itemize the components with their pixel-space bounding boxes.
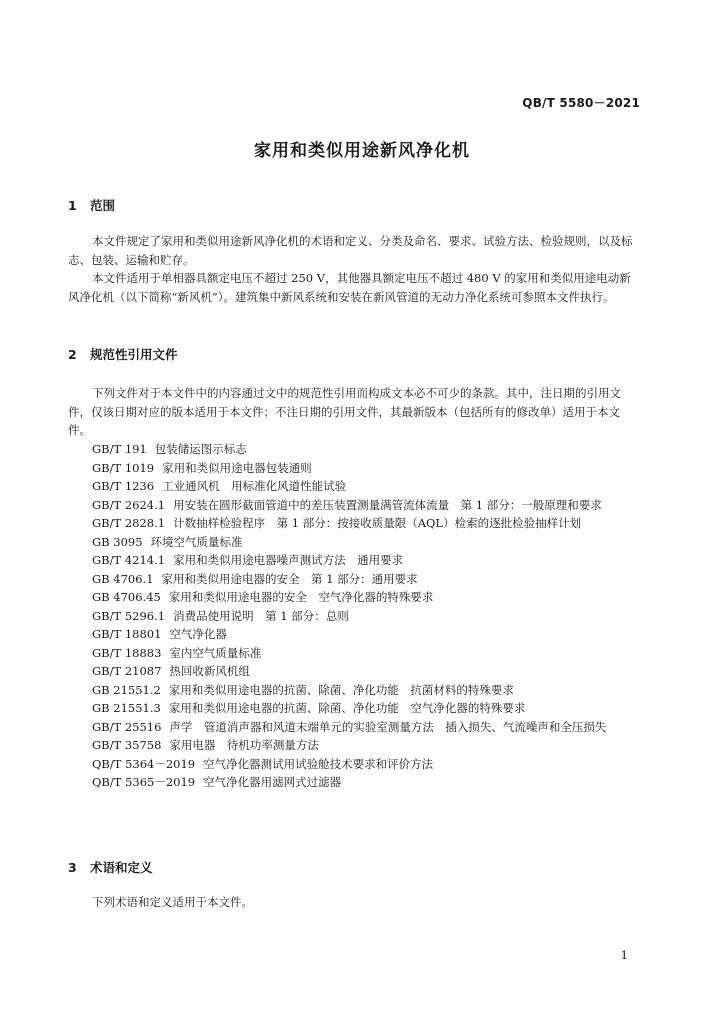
section-3-title: 术语和定义: [90, 860, 153, 875]
reference-item: [68, 588, 634, 607]
section-2-paragraph-1: 下列文件对于本文件中的内容通过文中的规范性引用而构成文本必不可少的条款。其中，注日期的引用文件，仅该日期对应的版本适用于本文件；不注日期的引用文件，其最新版本（包括所有的修改单）适用于本文件。: [68, 386, 621, 437]
reference-item: [68, 699, 634, 718]
section-2-title: 规范性引用文件: [90, 347, 178, 362]
reference-title: 空气净化器: [169, 627, 227, 641]
reference-item: [68, 681, 634, 700]
reference-title: 家用和类似用途电器的安全 第 1 部分：通用要求: [161, 571, 418, 586]
reference-item: [68, 533, 634, 552]
reference-title: 工业通风机 用标准化风道性能试验: [162, 479, 347, 493]
reference-code: GB 4706.45: [92, 590, 161, 604]
reference-item: [68, 496, 634, 515]
reference-item: [68, 644, 634, 663]
section-1-number: 1: [68, 198, 77, 213]
reference-title: 家用和类似用途电器噪声测试方法 通用要求: [173, 553, 404, 567]
standard-code: QB/T 5580－2021: [522, 96, 640, 110]
page-number: 1: [620, 948, 628, 962]
reference-item: [68, 755, 634, 774]
reference-item: [68, 440, 634, 459]
reference-code: GB 4706.1: [92, 571, 154, 586]
reference-title: 家用电器 待机功率测量方法: [169, 738, 319, 752]
reference-title: 家用和类似用途电器包装通则: [162, 460, 312, 475]
reference-item: [68, 459, 634, 478]
reference-item: [68, 718, 634, 737]
reference-item: [68, 773, 634, 792]
reference-title: 家用和类似用途电器的抗菌、除菌、净化功能 抗菌材料的特殊要求: [168, 682, 514, 697]
reference-code: GB/T 18801: [92, 627, 162, 641]
reference-code: GB/T 18883: [92, 645, 162, 660]
section-2-number: 2: [68, 347, 77, 362]
reference-item: [68, 551, 634, 570]
reference-code: GB 3095: [92, 534, 143, 549]
reference-list: [68, 440, 634, 792]
reference-code: GB/T 191: [92, 442, 147, 456]
reference-code: GB 21551.3: [92, 701, 161, 715]
reference-code: QB/T 5365－2019: [92, 775, 196, 789]
reference-code: GB/T 1019: [92, 460, 155, 475]
section-1-heading: [68, 196, 115, 214]
reference-title: 热回收新风机组: [169, 664, 250, 678]
reference-code: GB/T 1236: [92, 479, 155, 493]
reference-title: 空气净化器用滤网式过滤器: [203, 775, 342, 789]
document-title: 家用和类似用途新风净化机: [254, 141, 470, 161]
reference-title: 计数抽样检验程序 第 1 部分：按接收质量限（AQL）检索的逐批检验抽样计划: [173, 516, 582, 530]
reference-code: GB/T 35758: [92, 738, 162, 752]
reference-title: 包装储运图示标志: [154, 442, 247, 456]
section-1-title: 范围: [90, 198, 116, 213]
section-3-heading: [68, 858, 153, 876]
reference-title: 室内空气质量标准: [169, 645, 262, 660]
reference-item: [68, 570, 634, 589]
reference-title: 消费品使用说明 第 1 部分：总则: [173, 608, 349, 623]
reference-title: 声学 管道消声器和风道末端单元的实验室测量方法 插入损失、气流噪声和全压损失: [169, 719, 607, 734]
reference-title: 环境空气质量标准: [150, 534, 243, 549]
reference-item: [68, 477, 634, 496]
reference-code: GB/T 5296.1: [92, 608, 166, 623]
reference-code: GB/T 4214.1: [92, 553, 166, 567]
reference-item: [68, 625, 634, 644]
reference-item: [68, 607, 634, 626]
section-1-paragraph-2: 本文件适用于单相器具额定电压不超过 250 V，其他器具额定电压不超过 480 V 的家用和类似用途电动新风净化机（以下简称“新风机”）。建筑集中新风系统和安装在新风管道的无动力净化系统可参照本文件执行。: [68, 271, 631, 304]
reference-code: GB/T 2624.1: [92, 497, 166, 512]
reference-code: GB 21551.2: [92, 682, 161, 697]
reference-code: GB/T 25516: [92, 719, 162, 734]
reference-code: GB/T 21087: [92, 664, 162, 678]
section-3-number: 3: [68, 860, 77, 875]
reference-item: [68, 662, 634, 681]
reference-title: 用安装在圆形截面管道中的差压装置测量满管流体流量 第 1 部分：一般原理和要求: [173, 497, 602, 512]
reference-item: [68, 514, 634, 533]
reference-title: 空气净化器测试用试验舱技术要求和评价方法: [203, 756, 434, 771]
reference-item: [68, 736, 634, 755]
section-3-paragraph-1: 下列术语和定义适用于本文件。: [92, 895, 253, 909]
reference-code: QB/T 5364－2019: [92, 756, 196, 771]
reference-title: 家用和类似用途电器的安全 空气净化器的特殊要求: [168, 590, 434, 604]
section-2-heading: [68, 345, 178, 363]
reference-code: GB/T 2828.1: [92, 516, 166, 530]
reference-title: 家用和类似用途电器的抗菌、除菌、净化功能 空气净化器的特殊要求: [168, 701, 526, 715]
section-1-paragraph-1: 本文件规定了家用和类似用途新风净化机的术语和定义、分类及命名、要求、试验方法、检验规则，以及标志、包装、运输和贮存。: [68, 234, 633, 267]
